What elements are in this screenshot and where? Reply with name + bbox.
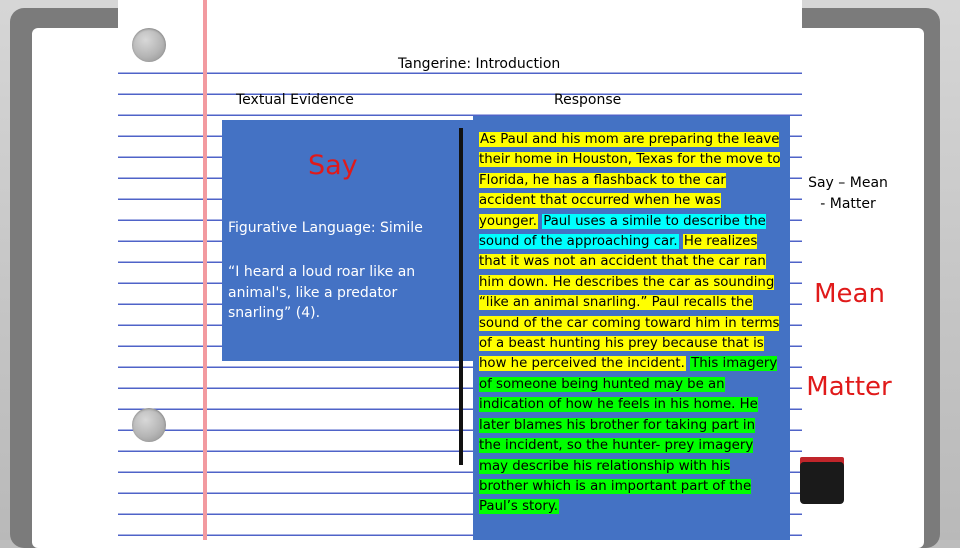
eraser-icon (800, 462, 844, 504)
response-text (479, 130, 781, 518)
figurative-language-label: Figurative Language: Simile (228, 220, 423, 236)
column-divider (459, 128, 463, 465)
response-segment: This imagery of someone being hunted may be an indication of how he feels in his home. He later blames his brother for taking part in the incident, so the hunter- prey imagery may describe his relationship with his brother which is an important part of the Paul’s story. (479, 356, 778, 515)
notebook-paper (118, 0, 802, 540)
punch-hole-icon (132, 408, 166, 442)
margin-line (203, 0, 207, 540)
column-header-evidence: Textual Evidence (236, 92, 354, 108)
response-segment: As Paul and his mom are preparing the leave their home in Houston, Texas for the move to Florida, he has a flashback to the car accident that occurred when he was younger. (479, 132, 781, 229)
response-segment: Paul uses a simile to describe the sound of the approaching car. (479, 213, 766, 250)
punch-hole-icon (132, 28, 166, 62)
say-label: Say (308, 150, 358, 181)
column-header-response: Response (554, 92, 622, 108)
matter-label: Matter (806, 372, 892, 402)
evidence-quote: “I heard a loud roar like an animal's, like a predator snarling” (4). (228, 264, 416, 321)
say-mean-matter-label: Say – Mean - Matter (808, 175, 888, 212)
response-segment: He realizes that it was not an accident that the car ran him down. He describes the car as sounding “like an animal snarling.” Paul recalls the sound of the car coming toward him in terms of a beast hunting his prey because that is how he perceived the incident. (479, 234, 780, 372)
slide-title: Tangerine: Introduction (398, 56, 561, 72)
mean-label: Mean (814, 279, 885, 309)
paper-header-area (118, 0, 802, 53)
